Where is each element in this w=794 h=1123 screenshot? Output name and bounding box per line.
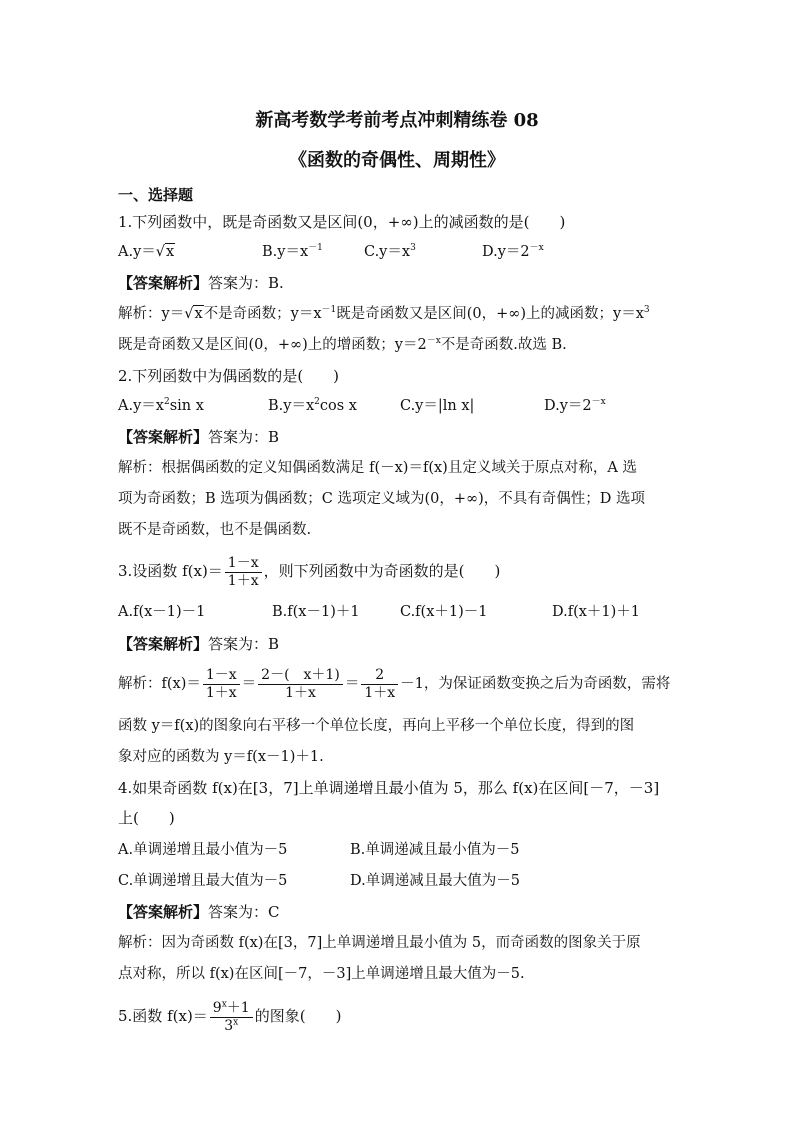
q4-answer: 【答案解析】答案为：C <box>118 903 280 921</box>
q4-explanation-line2: 点对称，所以 f(x)在区间[－7，－3]上单调递增且最大值为－5. <box>118 966 525 982</box>
q2-option-a: $A.y=x^2\sin$ x <box>118 397 204 414</box>
q1-option-d: $D.y=2^{-x}$ <box>482 243 544 260</box>
q3-option-c: C.f(x＋1)－1 <box>400 604 488 620</box>
q2-stem: 2.下列函数中为偶函数的是( ) <box>118 367 340 385</box>
q2-explanation-line1: 解析：根据偶函数的定义知偶函数满足 f(－x)＝f(x)且定义域关于原点对称，A 选 <box>118 460 637 476</box>
fraction: $\frac{9^x+1}{3^x}$ <box>210 1000 253 1035</box>
q3-explanation-line3: 象对应的函数为 y＝f(x－1)＋1. <box>118 749 324 765</box>
q2-option-d: $D.y=2^{-x}$ <box>544 397 606 414</box>
section-heading: 一、选择题 <box>118 186 194 204</box>
q3-stem: 3.设函数 f(x)＝ $\frac{1-x}{1+x}$ ，则下列函数中为奇函数的是( ) <box>118 554 501 589</box>
sqrt-symbol: √x <box>155 244 175 260</box>
q4-stem-line2: 上( ) <box>118 809 175 827</box>
q2-answer: 【答案解析】答案为：B <box>118 428 280 446</box>
q3-explanation-line1: 解析：f(x)＝ $\frac{1-x}{1+x}$ ＝ $\frac{2-( x+1)}{1+x}$ ＝ $\frac{2}{1+x}$ －1，为保证函数变换之后为奇函数，需将 <box>118 666 671 701</box>
doc-title: 新高考数学考前考点冲刺精练卷 08 <box>255 110 539 131</box>
q2-explanation-line2: 项为奇函数；B 选项为偶函数；C 选项定义域为(0，+∞)，不具有奇偶性；D 选项 <box>118 491 645 507</box>
q2-option-b: $B.y=x^2\cos$ x <box>268 397 357 414</box>
q4-explanation-line1: 解析：因为奇函数 f(x)在[3，7]上单调递增且最小值为 5，而奇函数的图象关于原 <box>118 935 641 951</box>
q1-stem: 1.下列函数中，既是奇函数又是区间(0，+∞)上的减函数的是( ) <box>118 213 566 231</box>
q4-option-d: D.单调递减且最大值为－5 <box>350 873 520 889</box>
fraction: $\frac{1-x}{1+x}$ <box>225 555 262 590</box>
q3-option-d: D.f(x＋1)＋1 <box>552 604 641 620</box>
q5-stem: 5.函数 f(x)＝ $\frac{9^x+1}{3^x}$ 的图象( ) <box>118 998 342 1034</box>
q3-explanation-line2: 函数 y＝f(x)的图象向右平移一个单位长度，再向上平移一个单位长度，得到的图 <box>118 718 635 734</box>
q2-option-c: C.y＝|ln x| <box>400 398 475 414</box>
q1-answer: 【答案解析】答案为：B. <box>118 274 284 292</box>
q1-option-b: $B.y=x^{-1}$ <box>262 243 323 260</box>
doc-subtitle: 《函数的奇偶性、周期性》 <box>289 150 505 171</box>
q4-option-b: B.单调递减且最小值为－5 <box>350 842 520 858</box>
q1-option-c: $C.y=x^3$ <box>364 243 416 260</box>
q3-answer: 【答案解析】答案为：B <box>118 635 280 653</box>
q1-explanation-line2: 既是奇函数又是区间(0，+∞)上的增函数；$y=2^{-x}$不是奇函数.故选 B. <box>118 336 567 353</box>
q1-option-a: A.y＝√x <box>118 244 175 260</box>
q4-stem-line1: 4.如果奇函数 f(x)在[3，7]上单调递增且最小值为 5，那么 f(x)在区间[－7，－3] <box>118 779 660 797</box>
q3-option-a: A.f(x－1)－1 <box>118 604 206 620</box>
q3-option-b: B.f(x－1)＋1 <box>272 604 360 620</box>
q1-explanation-line1: 解析：y＝√x不是奇函数；$y=x^{-1}$既是奇函数又是区间(0，+∞)上的减函数；$y=x^3$ <box>118 305 650 322</box>
q4-option-a: A.单调递增且最小值为－5 <box>118 842 288 858</box>
q4-option-c: C.单调递增且最大值为－5 <box>118 873 288 889</box>
q2-explanation-line3: 既不是奇函数，也不是偶函数. <box>118 522 312 538</box>
